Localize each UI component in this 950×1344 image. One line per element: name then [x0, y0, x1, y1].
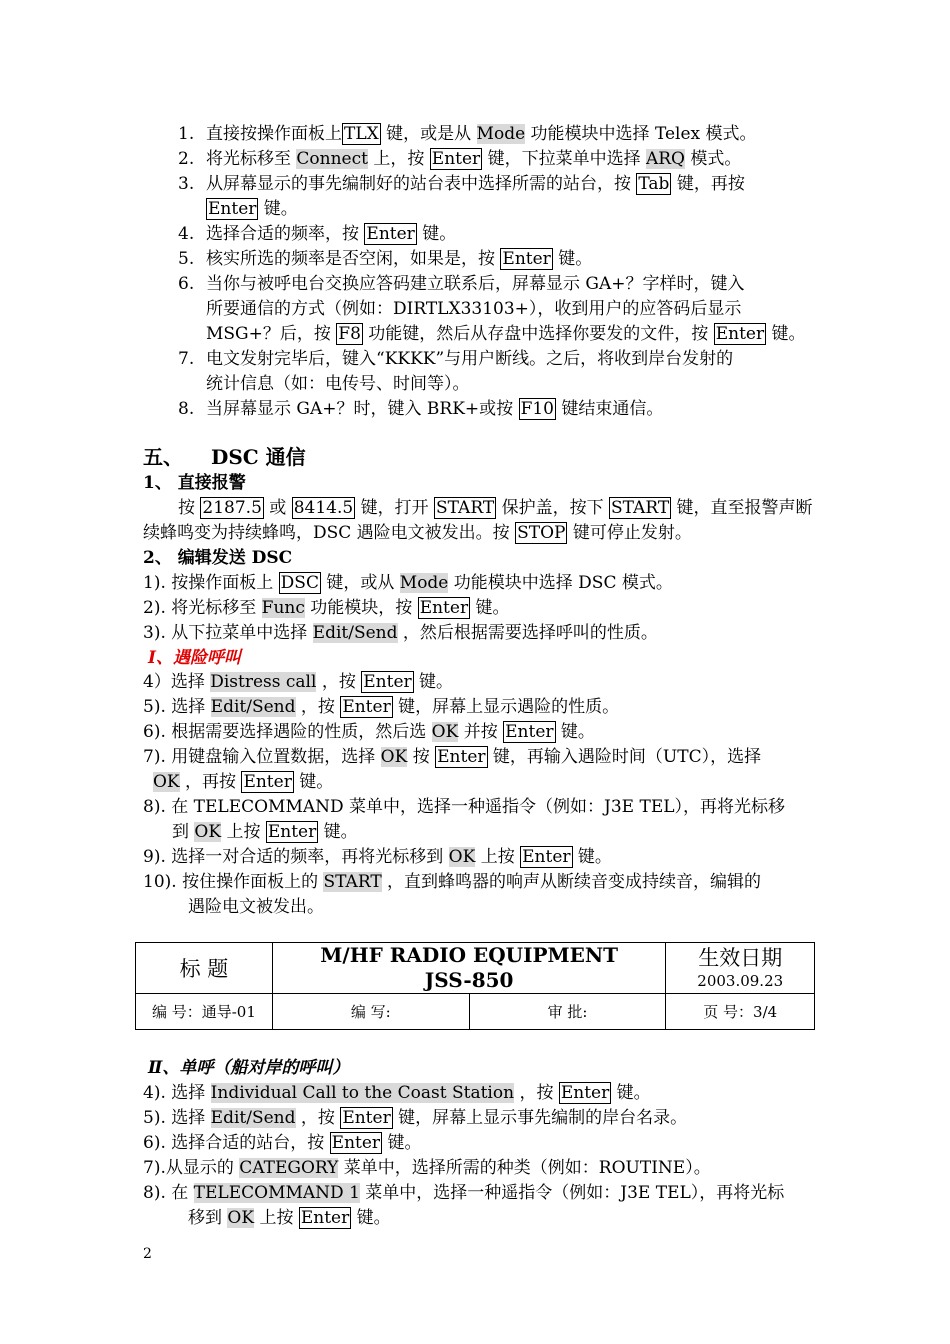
- key-label: 2187.5: [202, 498, 262, 518]
- list-item: [143, 1156, 711, 1180]
- text-run: 续蜂鸣变为持续蜂鸣，DSC 遇险电文被发出。按: [143, 523, 516, 543]
- key-label: Enter: [267, 822, 317, 842]
- key-label: Enter: [363, 672, 412, 692]
- section-heading: [143, 445, 306, 469]
- menu-term: OK: [380, 747, 408, 767]
- effective-date-cell: [666, 943, 815, 994]
- list-item: [206, 147, 741, 171]
- text-run: MSG+？后，按: [206, 324, 337, 344]
- list-item: [206, 247, 592, 271]
- text-run: 键。: [293, 772, 334, 792]
- doc-writer: 编 写:: [272, 994, 469, 1030]
- text-run: ，再按: [179, 772, 242, 792]
- key-label: Enter: [431, 149, 481, 169]
- key-label: Enter: [502, 249, 551, 269]
- list-item: [172, 820, 358, 844]
- header-title: [272, 943, 666, 994]
- section-title: DSC 通信: [211, 445, 306, 469]
- text-run: 键，再输入遇险时间（UTC），选择: [487, 747, 762, 767]
- menu-term: OK: [448, 847, 476, 867]
- text-run: 上按: [475, 847, 521, 867]
- text-run: 2). 将光标移至: [143, 598, 262, 618]
- list-item: [143, 571, 673, 595]
- text-run: 键。: [766, 324, 806, 344]
- text-run: 到: [172, 822, 195, 842]
- key-label: STOP: [517, 523, 566, 543]
- subsection-direct-alarm: 1、 直接报警: [143, 473, 246, 493]
- menu-term: OK: [431, 722, 459, 742]
- list-item: [206, 347, 733, 371]
- text-run: 键。: [611, 1083, 651, 1103]
- effective-date-value: 2003.09.23: [697, 972, 784, 990]
- document-header-table: [135, 942, 815, 1030]
- text-run: 6). 根据需要选择遇险的性质，然后选: [143, 722, 432, 742]
- key-label: 8414.5: [293, 498, 354, 518]
- key-label: Enter: [342, 697, 391, 717]
- key-label: Enter: [522, 847, 571, 867]
- text-run: 从屏幕显示的事先编制好的站台表中选择所需的站台，按: [206, 174, 637, 194]
- text-run: 菜单中，选择所需的种类（例如：ROUTINE）。: [338, 1158, 711, 1178]
- key-label: DSC: [280, 573, 319, 593]
- key-label: TLX: [344, 124, 379, 144]
- paragraph-line: [178, 496, 813, 520]
- effective-date-label: 生效日期: [698, 946, 783, 970]
- key-label: START: [610, 498, 670, 518]
- menu-term: Distress call: [210, 672, 317, 692]
- single-call-heading: Ⅱ、单呼（船对岸的呼叫）: [148, 1058, 350, 1078]
- key-label: Enter: [331, 1133, 381, 1153]
- list-number: 1.: [178, 124, 195, 144]
- key-label: F10: [520, 399, 554, 419]
- text-run: 10). 按住操作面板上的: [143, 872, 324, 892]
- menu-term: OK: [153, 772, 180, 792]
- list-item: [153, 770, 333, 794]
- list-item: [206, 297, 741, 321]
- key-label: Enter: [300, 1208, 350, 1228]
- key-label: F8: [338, 324, 361, 344]
- text-run: 6). 选择合适的站台，按: [143, 1133, 330, 1153]
- text-run: 电文发射完毕后，键入“KKKK”与用户断线。之后，将收到岸台发射的: [206, 349, 734, 369]
- menu-term: Connect: [296, 149, 368, 169]
- menu-term: Individual Call to the Coast Station: [210, 1083, 515, 1103]
- list-item: [143, 745, 761, 769]
- key-label: Enter: [366, 224, 415, 244]
- list-number: 4.: [178, 224, 195, 244]
- list-number: 5.: [178, 249, 195, 269]
- list-item: [143, 720, 595, 744]
- text-run: 按: [178, 498, 201, 518]
- list-item: [143, 596, 510, 620]
- list-number: 7.: [178, 349, 195, 369]
- distress-call-heading: Ⅰ、遇险呼叫: [148, 648, 241, 668]
- text-run: 键。: [416, 224, 457, 244]
- text-run: 键，或从: [320, 573, 400, 593]
- text-run: 键结束通信。: [556, 399, 664, 419]
- text-run: 键。: [470, 598, 510, 618]
- text-run: 7).从显示的: [143, 1158, 240, 1178]
- list-item: [206, 197, 298, 221]
- text-run: 键，再按: [671, 174, 745, 194]
- menu-term: Edit/Send: [210, 697, 296, 717]
- text-run: 键。: [552, 249, 593, 269]
- text-run: 并按: [458, 722, 504, 742]
- section-number: 五、: [143, 445, 183, 469]
- text-run: 功能键，然后从存盘中选择你要发的文件，按: [362, 324, 714, 344]
- list-item: [206, 322, 806, 346]
- list-number: 2.: [178, 149, 195, 169]
- list-number: 6.: [178, 274, 195, 294]
- key-label: Enter: [419, 598, 469, 618]
- list-number: 3.: [178, 174, 195, 194]
- key-label: Enter: [342, 1108, 391, 1128]
- text-run: 键。: [572, 847, 612, 867]
- text-run: 键，或是从: [380, 124, 477, 144]
- doc-approver: 审 批:: [469, 994, 666, 1030]
- list-item: [143, 870, 761, 894]
- text-run: 上按: [221, 822, 266, 842]
- text-run: 将光标移至: [206, 149, 297, 169]
- text-run: 功能模块中选择 Telex 模式。: [525, 124, 757, 144]
- key-label: Enter: [437, 747, 486, 767]
- menu-term: Mode: [399, 573, 449, 593]
- list-item: [143, 670, 453, 694]
- list-item: [143, 1081, 651, 1105]
- text-run: 5). 选择: [143, 697, 211, 717]
- list-item: [143, 1181, 784, 1205]
- key-label: Enter: [560, 1083, 610, 1103]
- menu-term: TELECOMMAND 1: [193, 1183, 360, 1203]
- text-run: 模式。: [685, 149, 742, 169]
- text-run: 保护盖，按下: [496, 498, 609, 518]
- key-label: Tab: [638, 174, 670, 194]
- text-run: ，按: [316, 672, 362, 692]
- text-run: ，按: [514, 1083, 559, 1103]
- text-run: 键可停止发射。: [567, 523, 692, 543]
- text-run: 键。: [318, 822, 358, 842]
- text-run: 遇险电文被发出。: [188, 897, 324, 917]
- list-item: [188, 895, 324, 919]
- text-run: 键。: [382, 1133, 422, 1153]
- key-label: Enter: [505, 722, 554, 742]
- menu-term: Mode: [476, 124, 526, 144]
- list-item: [206, 272, 745, 296]
- subsection-edit-send: 2、 编辑发送 DSC: [143, 548, 293, 568]
- text-run: ，然后根据需要选择呼叫的性质。: [397, 623, 658, 643]
- text-run: ，按: [295, 1108, 341, 1128]
- menu-term: OK: [227, 1208, 255, 1228]
- text-run: 键，打开: [355, 498, 434, 518]
- text-run: 选择合适的频率，按: [206, 224, 365, 244]
- text-run: 键。: [555, 722, 595, 742]
- text-run: 4）选择: [143, 672, 211, 692]
- text-run: 上，按: [367, 149, 430, 169]
- text-run: 键，屏幕上显示事先编制的岸台名录。: [392, 1108, 688, 1128]
- text-run: 3). 从下拉菜单中选择: [143, 623, 313, 643]
- text-run: 统计信息（如：电传号、时间等）。: [206, 374, 470, 394]
- text-run: 菜单中，选择一种遥指令（例如：J3E TEL），再将光标: [359, 1183, 785, 1203]
- text-run: 9). 选择一对合适的频率，再将光标移到: [143, 847, 449, 867]
- text-run: 或: [263, 498, 292, 518]
- header-title-line2: JSS-850: [424, 968, 514, 992]
- list-item: [143, 795, 785, 819]
- text-run: 1). 按操作面板上: [143, 573, 279, 593]
- menu-term: CATEGORY: [239, 1158, 339, 1178]
- text-run: 按: [407, 747, 436, 767]
- menu-term: Edit/Send: [312, 623, 398, 643]
- text-run: 8). 在: [143, 1183, 194, 1203]
- list-item: [188, 1206, 391, 1230]
- text-run: 8). 在 TELECOMMAND 菜单中，选择一种遥指令（例如：J3E TEL），再将光标移: [143, 797, 786, 817]
- page-number: 2: [143, 1246, 152, 1262]
- text-run: 键。: [351, 1208, 391, 1228]
- key-label: Enter: [208, 199, 257, 219]
- paragraph-line: [143, 521, 692, 545]
- text-run: 核实所选的频率是否空闲，如果是，按: [206, 249, 501, 269]
- text-run: 键，直至报警声断: [671, 498, 813, 518]
- list-item: [143, 621, 658, 645]
- text-run: 4). 选择: [143, 1083, 211, 1103]
- text-run: 功能模块，按: [304, 598, 418, 618]
- key-label: START: [436, 498, 495, 518]
- text-run: 键，下拉菜单中选择: [482, 149, 646, 169]
- text-run: 所要通信的方式（例如：DIRTLX33103+），收到用户的应答码后显示: [206, 299, 742, 319]
- text-run: 7). 用键盘输入位置数据，选择: [143, 747, 381, 767]
- list-item: [143, 695, 619, 719]
- text-run: 键，屏幕上显示遇险的性质。: [392, 697, 620, 717]
- menu-term: START: [323, 872, 382, 892]
- text-run: 上按: [254, 1208, 299, 1228]
- list-item: [206, 397, 663, 421]
- text-run: ，直到蜂鸣器的响声从断续音变成持续音，编辑的: [381, 872, 762, 892]
- menu-term: Edit/Send: [210, 1108, 296, 1128]
- menu-term: OK: [194, 822, 222, 842]
- doc-page-number: 页 号：3/4: [666, 994, 815, 1030]
- header-title-line1: M/HF RADIO EQUIPMENT: [320, 943, 619, 967]
- text-run: 当屏幕显示 GA+？时，键入 BRK+或按: [206, 399, 519, 419]
- list-item: [206, 122, 757, 146]
- text-run: 移到: [188, 1208, 228, 1228]
- list-number: 8.: [178, 399, 195, 419]
- list-item: [206, 372, 470, 396]
- text-run: 键。: [413, 672, 454, 692]
- list-item: [143, 845, 612, 869]
- list-item: [143, 1131, 421, 1155]
- key-label: Enter: [715, 324, 765, 344]
- menu-term: ARQ: [645, 149, 685, 169]
- list-item: [206, 172, 745, 196]
- doc-number: 编 号：通导-01: [136, 994, 273, 1030]
- text-run: 5). 选择: [143, 1108, 211, 1128]
- menu-term: Func: [261, 598, 305, 618]
- list-item: [206, 222, 456, 246]
- list-item: [143, 1106, 687, 1130]
- text-run: 键。: [258, 199, 298, 219]
- text-run: 当你与被呼电台交换应答码建立联系后，屏幕显示 GA+？字样时，键入: [206, 274, 745, 294]
- key-label: Enter: [243, 772, 292, 792]
- text-run: 功能模块中选择 DSC 模式。: [448, 573, 673, 593]
- header-label: 标 题: [136, 943, 273, 994]
- text-run: 直接按操作面板上: [206, 124, 342, 144]
- text-run: ，按: [295, 697, 341, 717]
